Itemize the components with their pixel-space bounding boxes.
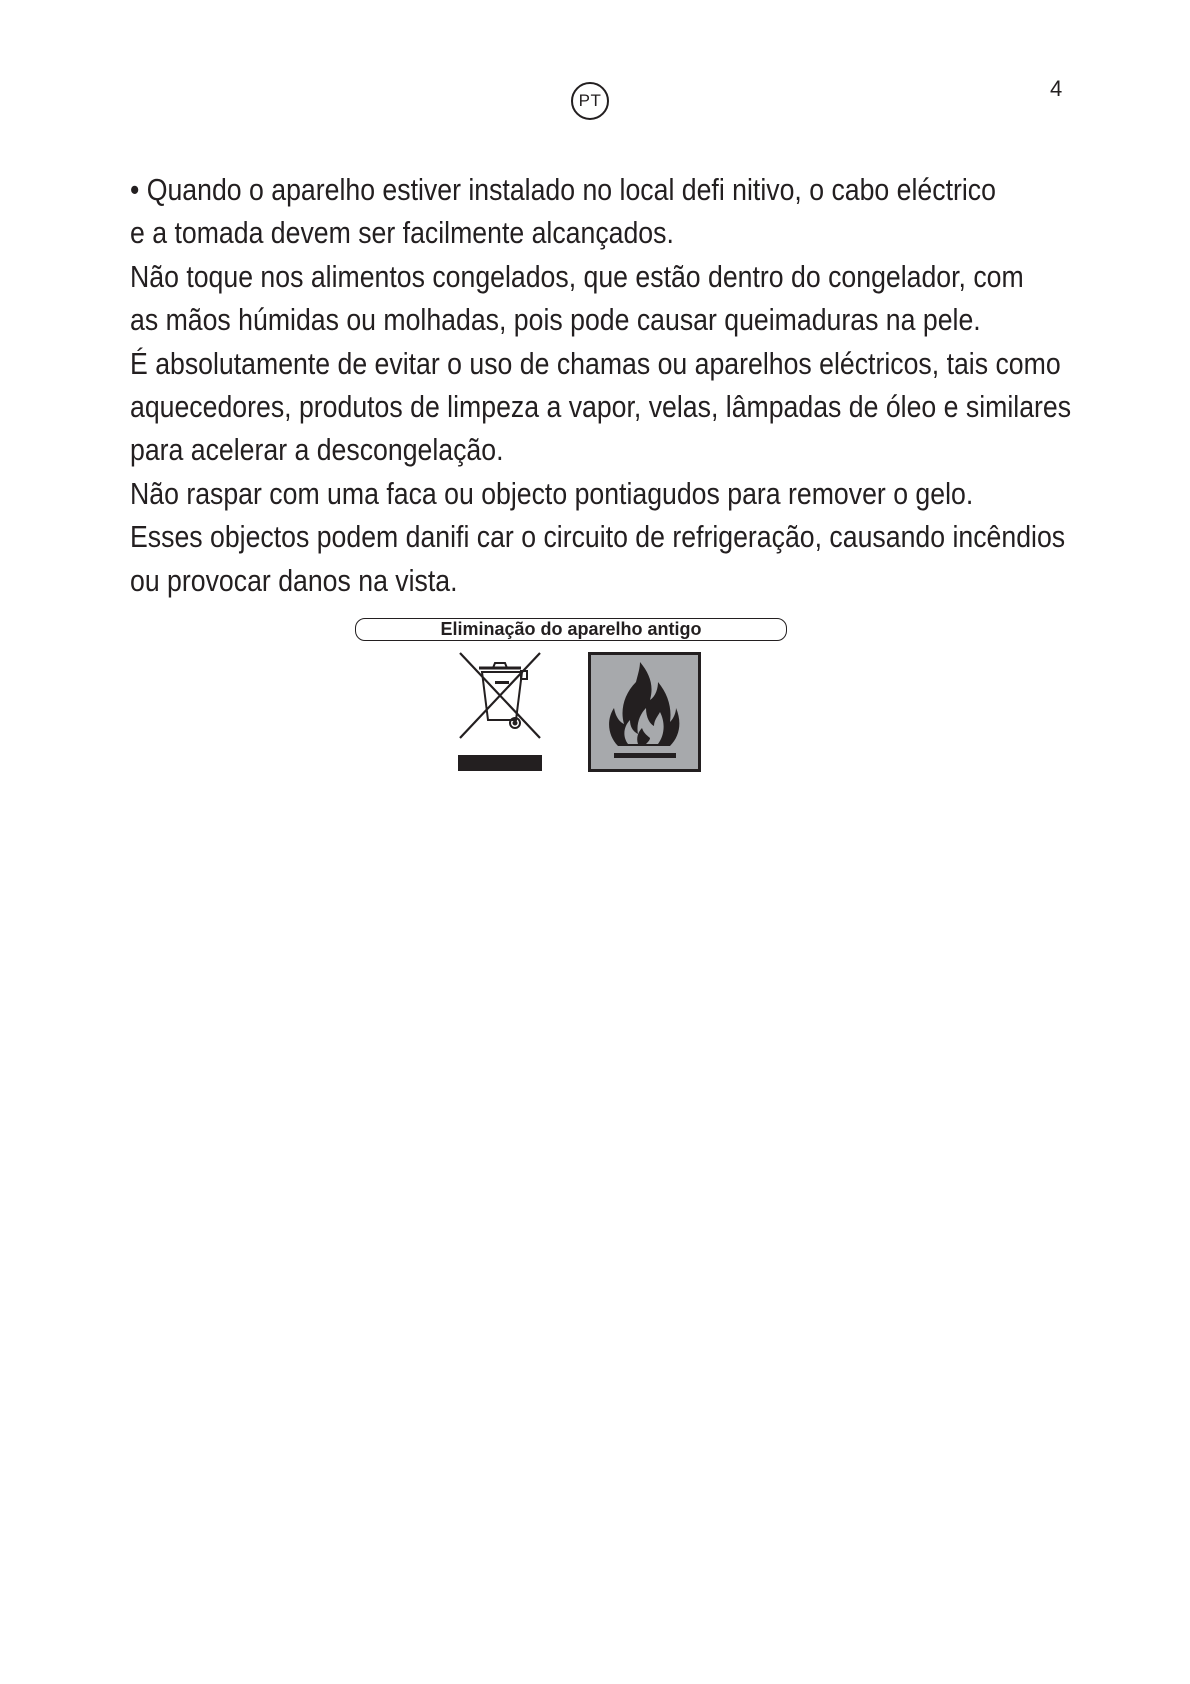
language-badge <box>571 82 609 120</box>
text-line: Não toque nos alimentos congelados, que estão dentro do congelador, com <box>130 258 1024 294</box>
flammable-flame-icon <box>588 652 701 772</box>
page-number: 4 <box>1050 76 1063 101</box>
text-line: e a tomada devem ser facilmente alcançados. <box>130 215 674 251</box>
text-line: ou provocar danos na vista. <box>130 562 458 598</box>
text-line: as mãos húmidas ou molhadas, pois pode causar queimaduras na pele. <box>130 302 981 338</box>
text-line: aquecedores, produtos de limpeza a vapor, velas, lâmpadas de óleo e similares <box>130 389 1072 425</box>
disposal-section-title <box>355 618 787 641</box>
text-line: É absolutamente de evitar o uso de chamas ou aparelhos eléctricos, tais como <box>130 345 1061 381</box>
safety-instructions-text <box>130 168 1072 602</box>
text-line: para acelerar a descongelação. <box>130 432 504 468</box>
text-line: • Quando o aparelho estiver instalado no local defi nitivo, o cabo eléctrico <box>130 172 996 207</box>
text-line: Esses objectos podem danifi car o circuito de refrigeração, causando incêndios <box>130 519 1066 555</box>
language-badge-label: PT <box>578 91 602 110</box>
text-line: Não raspar com uma faca ou objecto pontiagudos para remover o gelo. <box>130 475 974 511</box>
disposal-section-title-label: Eliminação do aparelho antigo <box>440 619 702 639</box>
crossed-out-wheelie-bin-icon <box>455 650 545 772</box>
